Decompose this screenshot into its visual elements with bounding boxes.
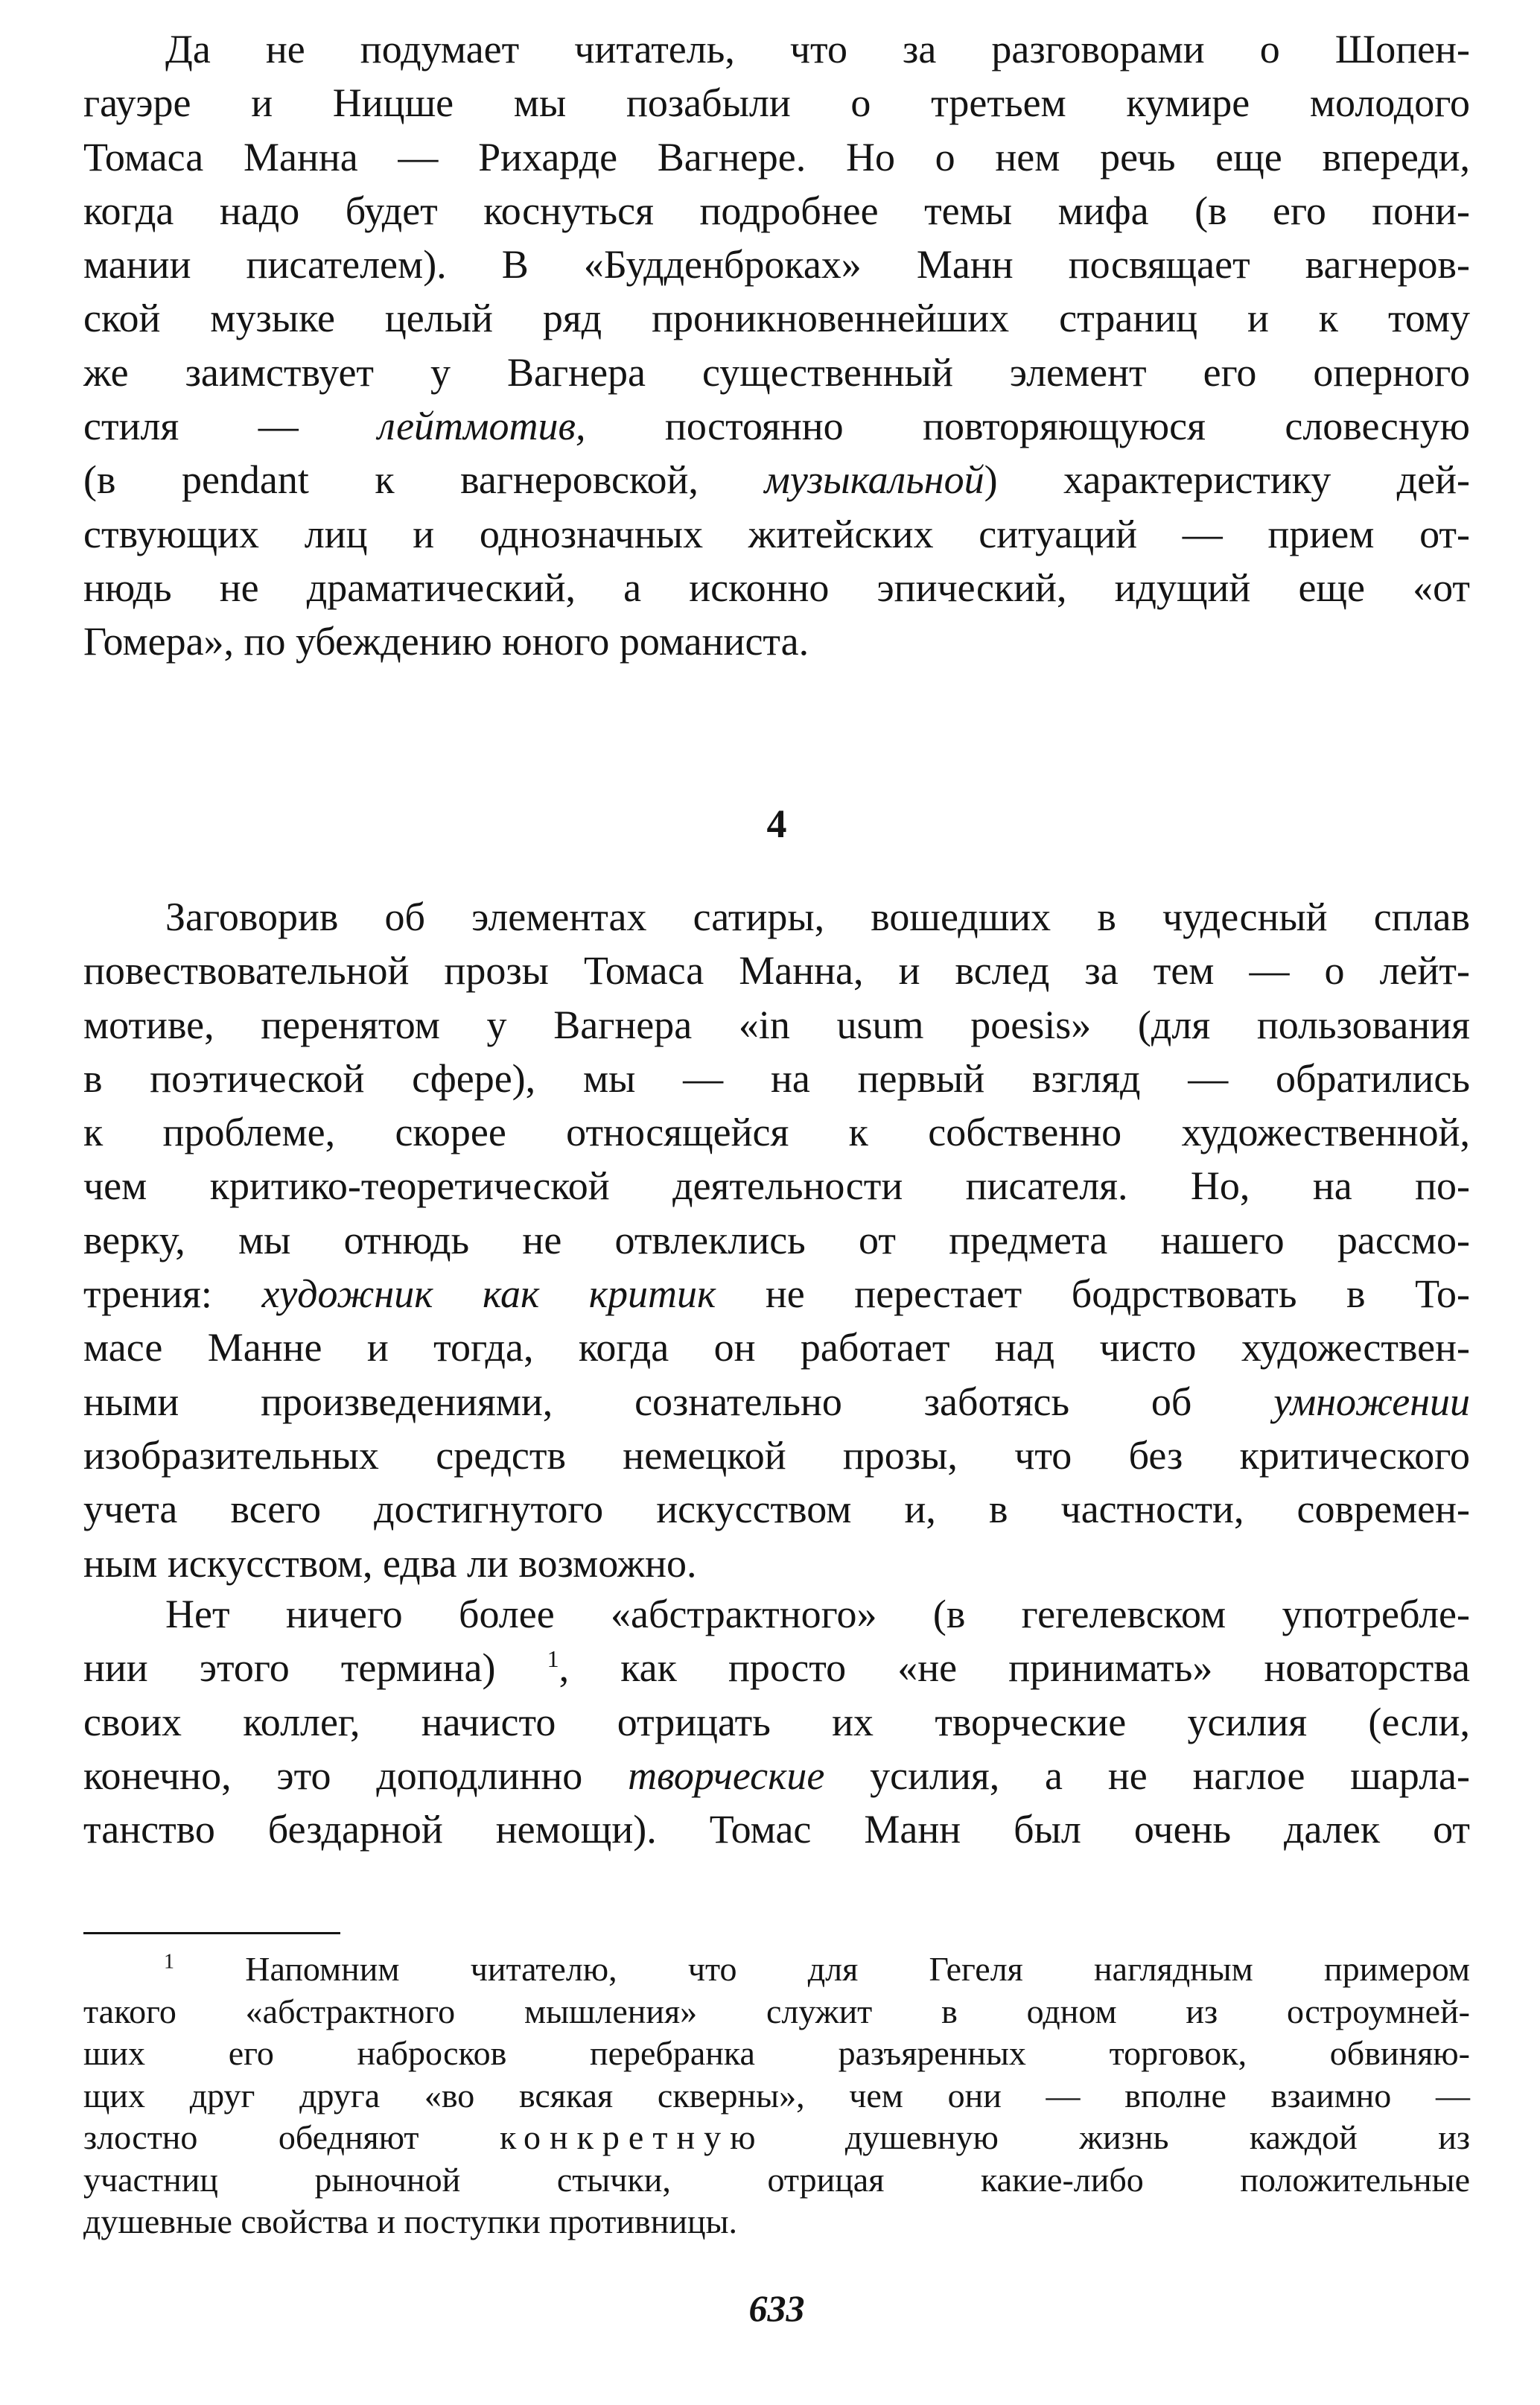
footnote-marker: 1 xyxy=(164,1950,174,1974)
text-run: злостно обедняют xyxy=(83,2118,500,2156)
italic-term-multiplication: умножении xyxy=(1273,1379,1470,1424)
text-line: ших его набросков перебранка разъяренных торговок, обвиняю- xyxy=(83,2034,1470,2072)
text-run: нии этого термина) xyxy=(83,1645,547,1691)
text-run: стиля — xyxy=(83,404,378,449)
text-line: верку, мы отнюдь не отвлеклись от предмета нашего рассмо- xyxy=(83,1217,1470,1262)
text-line: когда надо будет коснуться подробнее темы мифа (в его пони- xyxy=(83,188,1470,233)
text-line: же заимствует у Вагнера существенный элемент его оперного xyxy=(83,349,1470,395)
text-line: ствующих лиц и однозначных житейских ситуаций — прием от- xyxy=(83,511,1470,556)
text-run: усилия, а не наглое шарла- xyxy=(824,1753,1470,1798)
text-line: нюдь не драматический, а исконно эпический, идущий еще «от xyxy=(83,565,1470,610)
text-run: постоянно повторяющуюся словесную xyxy=(585,404,1471,449)
text-line xyxy=(83,1749,1470,1802)
text-line xyxy=(83,1267,1470,1321)
text-line xyxy=(83,1641,1470,1694)
text-run: Напомним читателю, что для Гегеля наглядным примером xyxy=(174,1950,1470,1988)
text-line: Томаса Манна — Рихарде Вагнере. Но о нем речь еще впереди, xyxy=(83,134,1470,179)
text-run: конечно, это доподлинно xyxy=(83,1753,629,1798)
text-line: такого «абстрактного мышления» служит в одном из остроумней- xyxy=(83,1992,1470,2030)
text-line: ным искусством, едва ли возможно. xyxy=(83,1540,697,1586)
text-line: танство бездарной немощи). Томас Манн был очень далек от xyxy=(83,1807,1470,1852)
text-line: масе Манне и тогда, когда он работает над чисто художествен- xyxy=(83,1325,1470,1370)
italic-term-musical: музыкальной xyxy=(764,457,984,503)
paragraph-wagner xyxy=(83,22,1470,669)
text-line: душевные свойства и поступки противницы. xyxy=(83,2202,737,2240)
text-run: ) характеристику дей- xyxy=(984,457,1470,503)
text-line: к проблеме, скорее относящейся к собственно художественной, xyxy=(83,1110,1470,1155)
text-line: в поэтической сфере), мы — на первый взгляд — обратились xyxy=(83,1055,1470,1101)
section-number: 4 xyxy=(766,801,787,846)
text-line: мании писателем). В «Будденброках» Манн посвящает вагнеров- xyxy=(83,242,1470,287)
text-line: изобразительных средств немецкой прозы, что без критического xyxy=(83,1432,1470,1478)
text-run: душевную жизнь каждой из xyxy=(764,2118,1470,2156)
text-run: трения: xyxy=(83,1271,262,1317)
italic-term-creative: творческие xyxy=(628,1753,825,1798)
text-line: щих друг друга «во всякая скверны», чем они — вполне взаимно — xyxy=(83,2076,1470,2115)
text-line xyxy=(83,1375,1470,1429)
text-line xyxy=(83,453,1470,506)
text-line: участниц рыночной стычки, отрицая какие-либо положительные xyxy=(83,2160,1470,2199)
paragraph-abstract xyxy=(83,1587,1470,1856)
spaced-term-concrete: конкретную xyxy=(499,2118,765,2156)
text-line: Да не подумает читатель, что за разговорами о Шопен- xyxy=(165,27,1470,72)
text-line: своих коллег, начисто отрицать их творческие усилия (если, xyxy=(83,1699,1470,1744)
text-line: мотиве, перенятом у Вагнера «in usum poesis» (для пользования xyxy=(83,1002,1470,1047)
text-line: чем критико-теоретической деятельности писателя. Но, на по- xyxy=(83,1163,1470,1209)
text-line: гауэре и Ницше мы позабыли о третьем кумире молодого xyxy=(83,80,1470,126)
text-line: Нет ничего более «абстрактного» (в гегелевском употребле- xyxy=(165,1592,1470,1636)
page-number: 633 xyxy=(748,2287,805,2329)
text-line: Заговорив об элементах сатиры, вошедших в чудесный сплав xyxy=(165,895,1470,939)
text-run: , как просто «не принимать» новаторства xyxy=(559,1645,1470,1691)
text-line: учета всего достигнутого искусством и, в частности, современ- xyxy=(83,1487,1470,1532)
text-line xyxy=(83,399,1470,453)
paragraph-satire xyxy=(83,890,1470,1590)
text-line: Гомера», по убеждению юного романиста. xyxy=(83,619,809,664)
text-line: повествовательной прозы Томаса Манна, и вслед за тем — о лейт- xyxy=(83,948,1470,994)
footnote-reference: 1 xyxy=(547,1645,559,1673)
footnote xyxy=(83,1948,1470,2243)
text-line xyxy=(83,2117,1470,2159)
italic-term-artist-critic: художник как критик xyxy=(261,1271,716,1317)
text-line xyxy=(83,1948,1470,1991)
text-run: не перестает бодрствовать в То- xyxy=(716,1271,1470,1317)
text-run: (в pendant к вагнеровской, xyxy=(83,457,765,503)
text-run: ными произведениями, сознательно заботясь об xyxy=(83,1379,1274,1424)
italic-term-leitmotiv: лейтмотив, xyxy=(378,404,586,449)
text-line: ской музыке целый ряд проникновеннейших страниц и к тому xyxy=(83,296,1470,341)
footnote-divider xyxy=(83,1932,340,1934)
